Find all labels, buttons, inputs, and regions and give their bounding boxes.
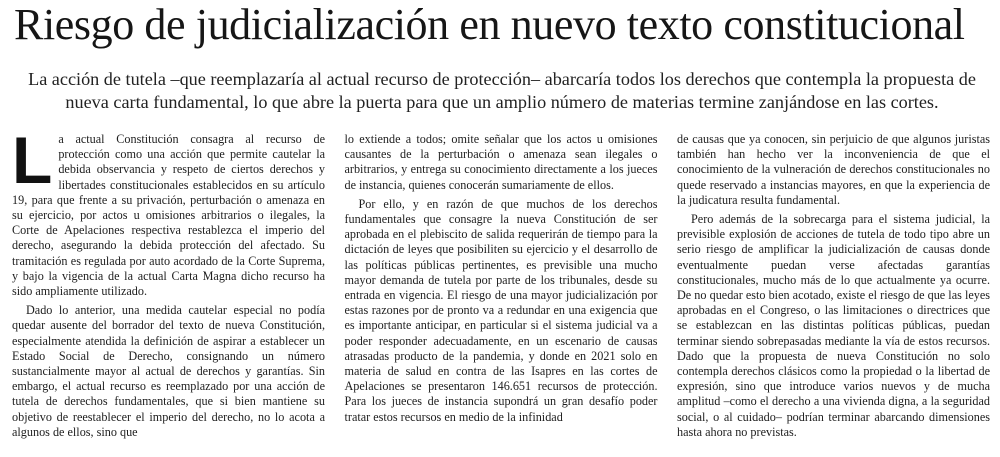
body-paragraph: Por ello, y en razón de que muchos de los derechos fundamentales que consagre la nueva Constitución de ser aprobada en el plebiscito de salida requerirán de tiempo para la dictación de leyes que posibiliten su ejercicio y el desarrollo de las políticas públicas pertinentes, es previsible una mucho mayor demanda de tutela por parte de los tribunales, desde su entrada en vigencia. El riesgo de una mayor judicialización por estas razones por de pronto va a redundar en una exigencia que es importante anticipar, en particular si el sistema judicial va a poder responder adecuadamente, en un escenario de causas atrasadas producto de la pandemia, y donde en 2021 solo en materia de salud en contra de las Isapres en las cortes de Apelaciones se presentaron 146.651 recursos de protección. Para los jueces de instancia supondrá un gran desafío poder tratar estos recursos en medio de la infinidad	[344, 196, 658, 424]
body-paragraph: lo extiende a todos; omite señalar que los actos u omisiones causantes de la perturbación o amenaza sean ilegales o arbitrarios, y entrega su conocimiento directamente a los jueces de instancia, quienes conocerán sumariamente de ellos.	[344, 132, 658, 192]
paragraph-text: a actual Constitución consagra al recurso de protección como una acción que permite cautelar la debida observancia y respeto de ciertos derechos y libertades constitucionales establecidos en su artículo 19, para que frente a su privación, perturbación o amenaza en su ejercicio, por actos u omisiones arbitrarios o ilegales, la Corte de Apelaciones respectiva restablezca el imperio del derecho, asegurando la debida protección del afectado. Su tramitación es regulada por auto acordado de la Corte Suprema, y bajo la vigencia de la actual Carta Magna dicho recurso ha sido ampliamente utilizado.	[12, 132, 325, 299]
column-1	[12, 132, 325, 454]
body-paragraph: Dado lo anterior, una medida cautelar especial no podía quedar ausente del borrador del texto de nueva Constitución, especialmente atendida la definición de aspirar a establecer un Estado Social de Derecho, consignando un número sustancialmente mayor al actual de derechos y garantías. Sin embargo, el actual recurso es reemplazado por una acción de tutela de derechos fundamentales, que si bien mantiene su objetivo de reestablecer el imperio del derecho, no lo acota a algunos de ellos, sino que	[12, 303, 325, 439]
lead-paragraph: La acción de tutela –que reemplazaría al actual recurso de protección– abarcaría todos los derechos que contempla la propuesta de nueva carta fundamental, lo que abre la puerta para que un amplio número de materias termine zanjándose en las cortes.	[28, 69, 976, 112]
article-body	[12, 132, 990, 454]
body-paragraph	[12, 132, 325, 299]
body-paragraph: de causas que ya conocen, sin perjuicio de que algunos juristas también han hecho ver la inconveniencia de que el conocimiento de la vulneración de derechos constitucionales no quede reservado a instancias mayores, en que la experiencia de la judicatura resulta fundamental.	[677, 132, 990, 207]
drop-cap: L	[12, 132, 53, 197]
headline: Riesgo de judicialización en nuevo texto constitucional	[14, 0, 965, 49]
column-2	[345, 132, 658, 454]
body-paragraph: Pero además de la sobrecarga para el sistema judicial, la previsible explosión de acciones de tutela de todo tipo abre un serio riesgo de amplificar la judicialización de causas donde eventualmente puedan verse afectadas garantías constitucionales, mucho más de lo que actualmente ya ocurre. De no quedar esto bien acotado, existe el riesgo de que las leyes aprobadas en el Congreso, o las limitaciones o directrices que se establezcan en las distintas políticas públicas, puedan terminar siendo sobrepasadas mediante la vía de estos recursos. Dado que la propuesta de nueva Constitución no solo contempla derechos clásicos como la propiedad o la libertad de expresión, sino que introduce varios nuevos y de mucha amplitud –como el derecho a una vivienda digna, a la seguridad social, o al cuidado– podrían terminar abarcando dimensiones hasta ahora no previstas.	[677, 212, 990, 439]
column-3	[677, 132, 990, 454]
